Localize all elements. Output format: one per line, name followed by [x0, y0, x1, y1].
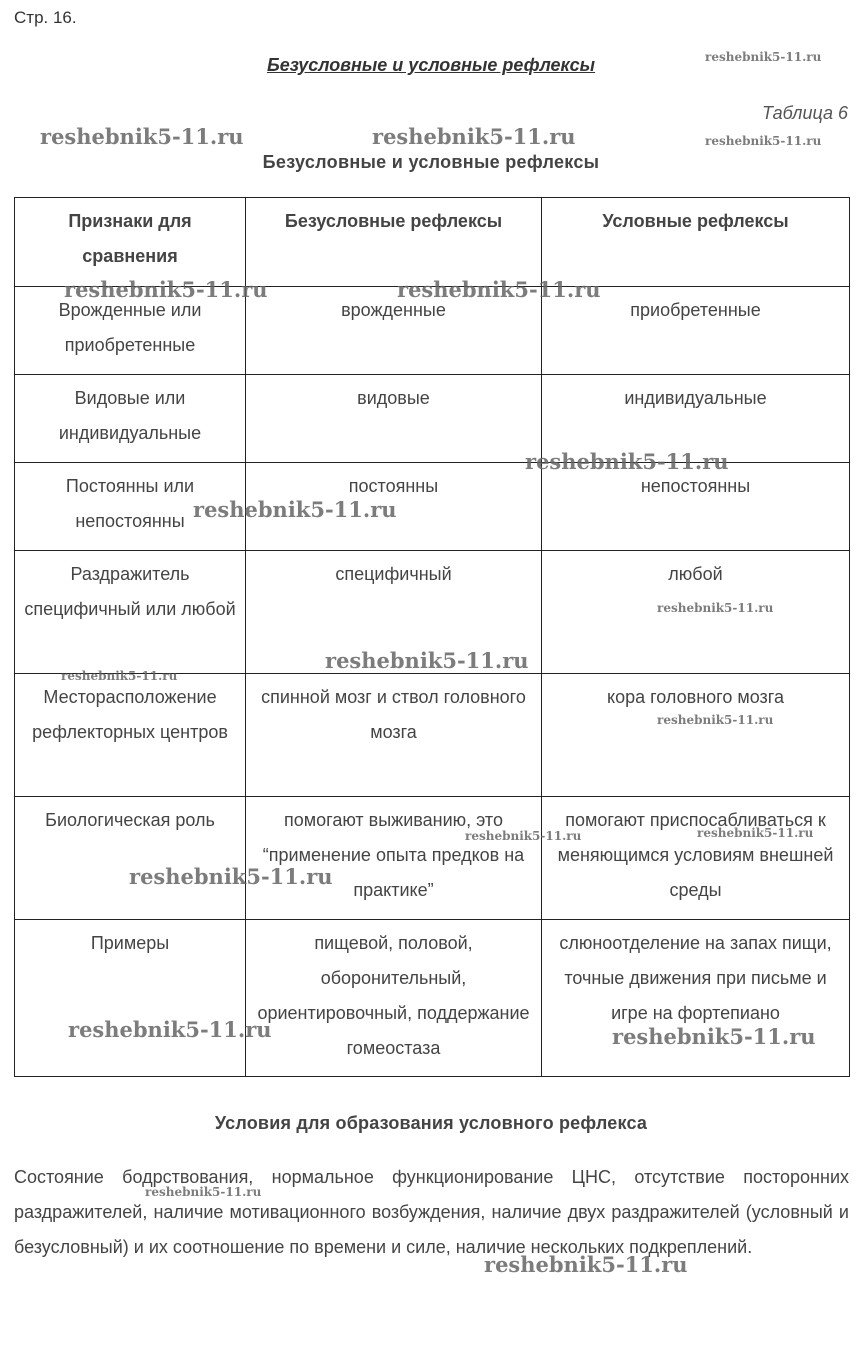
table-title: Безусловные и условные рефлексы: [262, 152, 600, 172]
watermark: reshebnik5-11.ru: [40, 124, 244, 149]
table-cell: Примеры: [15, 920, 246, 1077]
watermark: reshebnik5-11.ru: [64, 277, 268, 302]
table-cell: спинной мозг и ствол головного мозга: [246, 674, 542, 797]
watermark: reshebnik5-11.ru: [657, 713, 774, 727]
watermark: reshebnik5-11.ru: [129, 864, 333, 889]
table-row: [15, 797, 850, 920]
watermark: reshebnik5-11.ru: [372, 124, 576, 149]
table-cell: Постоянны или непостоянны: [15, 463, 246, 551]
watermark: reshebnik5-11.ru: [325, 648, 529, 673]
watermark: reshebnik5-11.ru: [484, 1252, 688, 1277]
watermark: reshebnik5-11.ru: [525, 449, 729, 474]
table-cell: любой: [542, 551, 850, 674]
table-cell: индивидуальные: [542, 375, 850, 463]
table-cell: помогают выживанию, это “применение опыта предков на практике”: [246, 797, 542, 920]
page-title: Безусловные и условные рефлексы: [266, 55, 596, 75]
comparison-table: [14, 197, 850, 1077]
table-cell: слюноотделение на запах пищи, точные движения при письме и игре на фортепиано: [542, 920, 850, 1077]
table-row: [15, 551, 850, 674]
watermark: reshebnik5-11.ru: [68, 1017, 272, 1042]
table-header-row: [15, 198, 850, 287]
header-cell: Безусловные рефлексы: [246, 198, 542, 287]
table-cell: приобретенные: [542, 287, 850, 375]
header-cell: Условные рефлексы: [542, 198, 850, 287]
watermark: reshebnik5-11.ru: [193, 497, 397, 522]
table-cell: пищевой, половой, оборонительный, ориентировочный, поддержание гомеостаза: [246, 920, 542, 1077]
watermark: reshebnik5-11.ru: [705, 134, 822, 148]
watermark: reshebnik5-11.ru: [397, 277, 601, 302]
table-cell: Месторасположение рефлекторных центров: [15, 674, 246, 797]
watermark: reshebnik5-11.ru: [61, 669, 178, 683]
table-row: [15, 674, 850, 797]
table-cell: непостоянны: [542, 463, 850, 551]
table-cell: видовые: [246, 375, 542, 463]
table-cell: специфичный: [246, 551, 542, 674]
table-cell: постоянны: [246, 463, 542, 551]
watermark: reshebnik5-11.ru: [612, 1024, 816, 1049]
table-cell: помогают приспосабливаться к меняющимся условиям внешней среды: [542, 797, 850, 920]
watermark: reshebnik5-11.ru: [465, 829, 582, 843]
watermark: reshebnik5-11.ru: [145, 1185, 262, 1199]
table-cell: Биологическая роль: [15, 797, 246, 920]
table-cell: Видовые или индивидуальные: [15, 375, 246, 463]
table-row: [15, 287, 850, 375]
watermark: reshebnik5-11.ru: [705, 50, 822, 64]
conditions-title: Условия для образования условного рефлекса: [214, 1113, 648, 1133]
header-cell: Признаки для сравнения: [15, 198, 246, 287]
watermark: reshebnik5-11.ru: [657, 601, 774, 615]
table-row: [15, 920, 850, 1077]
table-cell: врожденные: [246, 287, 542, 375]
watermark: reshebnik5-11.ru: [697, 826, 814, 840]
table-cell: Врожденные или приобретенные: [15, 287, 246, 375]
table-row: [15, 463, 850, 551]
conditions-text: Состояние бодрствования, нормальное функционирование ЦНС, отсутствие посторонних раздражителей, наличие мотивационного возбуждения, наличие двух раздражителей (условный и безусловный) и их соотношение по времени и силе, наличие нескольких подкреплений.: [14, 1167, 849, 1257]
table-row: [15, 375, 850, 463]
table-cell: кора головного мозга: [542, 674, 850, 797]
table-label: Таблица 6: [761, 103, 848, 123]
table-cell: Раздражитель специфичный или любой: [15, 551, 246, 674]
page-number: Стр. 16.: [14, 8, 77, 27]
